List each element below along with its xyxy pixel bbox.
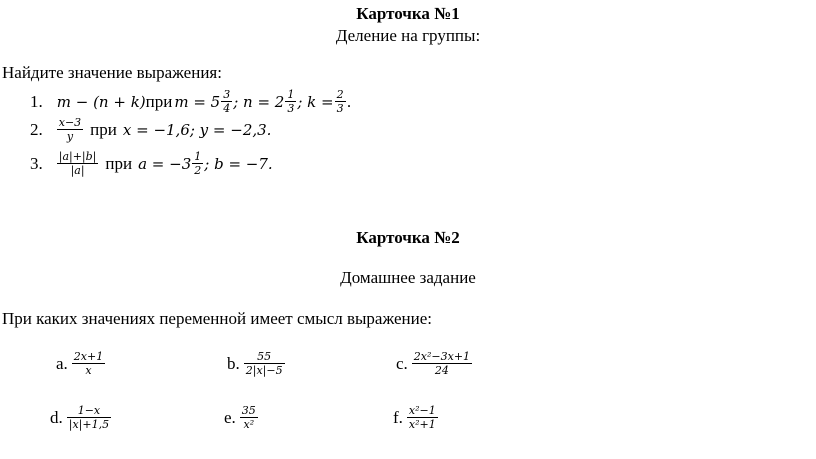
item-label: c.	[396, 353, 408, 373]
values: x = −1,6; y = −2,3.	[122, 120, 272, 139]
item-label: e.	[224, 407, 236, 427]
k-value: ; k =	[297, 92, 334, 111]
a-value: a = −3	[138, 154, 192, 173]
item-label: f.	[393, 407, 403, 427]
a-fraction: $\frac{1}{2}$	[194, 150, 202, 177]
pri-word: при	[145, 91, 173, 111]
item-label: b.	[227, 353, 240, 373]
n-fraction: $\frac{1}{3}$	[287, 88, 295, 115]
card1-subtitle: Деление на группы:	[335, 26, 481, 45]
card1-item-1	[30, 88, 351, 115]
expression-fraction: $\frac{|a|+|b|}{|a|}$	[58, 150, 97, 177]
card2-item-e	[224, 404, 259, 431]
n-value: ; n = 2	[233, 92, 285, 111]
m-value: m = 5	[174, 92, 221, 111]
pri-word: при	[105, 153, 133, 173]
m-fraction: $\frac{3}{4}$	[223, 88, 231, 115]
expression-fraction: $\frac{x-3}{y}$	[58, 116, 82, 143]
pri-word: при	[90, 119, 117, 139]
expression-fraction: $\frac{\text{x²−1}}{\text{x²+1}}$	[408, 404, 436, 431]
card1-item-2	[30, 116, 271, 143]
b-value: ; b = −7.	[204, 154, 273, 173]
item-number: 1.	[30, 91, 43, 111]
card2-item-b	[227, 350, 286, 377]
item-label: d.	[50, 407, 63, 427]
card2-item-f	[393, 404, 439, 431]
expression-fraction: $\frac{1-x}{|x|+1,5}$	[68, 404, 110, 431]
card2-item-a	[56, 350, 106, 377]
card2-instruction: При каких значениях переменной имеет смысл выражение:	[2, 309, 433, 328]
card1-instruction: Найдите значение выражения:	[2, 63, 222, 82]
expression-fraction: $\frac{35}{\text{x²}}$	[241, 404, 256, 431]
expression: m − (n + k)	[56, 92, 146, 111]
card2-title: Карточка №2	[356, 228, 460, 247]
card2-subtitle: Домашнее задание	[340, 268, 476, 287]
expression-fraction: $\frac{2x+1}{x}$	[73, 350, 104, 377]
card2-item-d	[50, 404, 112, 431]
item-number: 2.	[30, 119, 43, 139]
item-label: a.	[56, 353, 68, 373]
end-mark: .	[346, 92, 352, 111]
card1-item-3	[30, 150, 273, 177]
card1-title: Карточка №1	[356, 4, 460, 23]
item-number: 3.	[30, 153, 43, 173]
expression-fraction: $\frac{55}{2|x|-5}$	[245, 350, 283, 377]
k-fraction: $\frac{2}{3}$	[336, 88, 344, 115]
card2-item-c	[396, 350, 473, 377]
expression-fraction: $\frac{\text{2x²−3x+1}}{24}$	[413, 350, 471, 377]
